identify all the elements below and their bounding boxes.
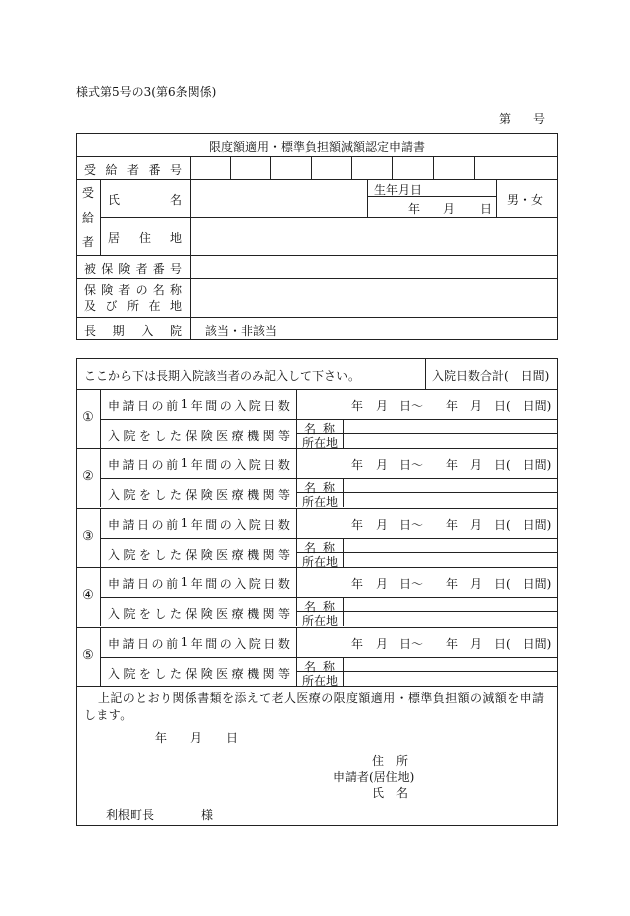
recipient-number-label: 受 給 者 番 号 xyxy=(84,163,182,177)
entry-from-month: 月 xyxy=(376,458,389,472)
entry-facility-name-label: 名 称 xyxy=(304,600,335,614)
entry-to-year: 年 xyxy=(446,399,459,413)
birthdate-label: 生年月日 xyxy=(374,183,423,197)
entry-to-year: 年 xyxy=(446,577,459,591)
application-statement: 上記のとおり関係書類を添えて老人医療の限度額適用・標準負担額の減額を申請します。 xyxy=(84,691,545,722)
entry-to-month: 月 xyxy=(470,577,483,591)
entry-from-month: 月 xyxy=(376,518,389,532)
entry-from-day: 日〜 xyxy=(399,399,424,413)
number-label-2: 号 xyxy=(533,112,546,126)
entry-number: ④ xyxy=(82,588,94,603)
entry-facility-label: 入 院 を し た 保 険 医 療 機 関 等 xyxy=(108,548,290,562)
long-stay-value: 該当・非該当 xyxy=(205,324,278,338)
name-label: 氏 名 xyxy=(108,193,182,207)
entry-facility-location-label: 所在地 xyxy=(302,555,339,569)
address-label: 居 住 地 xyxy=(108,231,182,245)
entry-to-month: 月 xyxy=(470,399,483,413)
applicant-address-label: 住 所 xyxy=(372,754,409,768)
entry-from-year: 年 xyxy=(351,458,364,472)
insurer-label-2: 及 び 所 在 地 xyxy=(84,299,182,313)
entry-facility-name-label: 名 称 xyxy=(304,541,335,555)
entry-facility-location-label: 所在地 xyxy=(302,495,339,509)
insurer-label-1: 保 険 者 の 名 称 xyxy=(84,283,182,297)
entry-facility-label: 入 院 を し た 保 険 医 療 機 関 等 xyxy=(108,429,290,443)
entry-days-label: 申 請 日 の 前 1 年 間 の 入 院 日 数 xyxy=(108,516,290,532)
entry-from-day: 日〜 xyxy=(399,637,424,651)
entry-from-month: 月 xyxy=(376,399,389,413)
entry-facility-label: 入 院 を し た 保 険 医 療 機 関 等 xyxy=(108,667,290,681)
entry-facility-location-label: 所在地 xyxy=(302,614,339,628)
entry-to-day: 日( 日間) xyxy=(494,577,552,591)
entry-from-year: 年 xyxy=(351,577,364,591)
entry-days-label: 申 請 日 の 前 1 年 間 の 入 院 日 数 xyxy=(108,635,290,651)
entry-facility-name-label: 名 称 xyxy=(304,481,335,495)
entry-from-day: 日〜 xyxy=(399,518,424,532)
entry-facility-label: 入 院 を し た 保 険 医 療 機 関 等 xyxy=(108,607,290,621)
entry-facility-name-label: 名 称 xyxy=(304,422,335,436)
date-day-label: 日 xyxy=(226,731,239,745)
entry-to-day: 日( 日間) xyxy=(494,637,552,651)
entry-to-year: 年 xyxy=(446,458,459,472)
entry-days-label: 申 請 日 の 前 1 年 間 の 入 院 日 数 xyxy=(108,456,290,472)
entry-to-month: 月 xyxy=(470,518,483,532)
entry-from-year: 年 xyxy=(351,518,364,532)
form-number: 様式第5号の3(第6条関係) xyxy=(76,85,217,99)
entry-from-year: 年 xyxy=(351,399,364,413)
applicant-label: 申請者(居住地) xyxy=(333,770,415,784)
long-stay-label: 長 期 入 院 xyxy=(84,324,182,338)
total-days-label: 入院日数合計( 日間) xyxy=(432,369,550,383)
entry-to-day: 日( 日間) xyxy=(494,458,552,472)
birth-year-label: 年 xyxy=(408,202,421,216)
entry-to-year: 年 xyxy=(446,518,459,532)
number-label-1: 第 xyxy=(499,112,512,126)
entry-number: ⑤ xyxy=(82,648,94,663)
entry-number: ① xyxy=(82,410,94,425)
entry-days-label: 申 請 日 の 前 1 年 間 の 入 院 日 数 xyxy=(108,575,290,591)
entry-number: ③ xyxy=(82,529,94,544)
birth-day-label: 日 xyxy=(480,202,493,216)
birth-month-label: 月 xyxy=(443,202,456,216)
date-month-label: 月 xyxy=(190,731,203,745)
form-title: 限度額適用・標準負担額減額認定申請書 xyxy=(208,140,425,154)
insured-number-label: 被 保 険 者 番 号 xyxy=(84,262,182,276)
entry-to-day: 日( 日間) xyxy=(494,399,552,413)
entry-to-day: 日( 日間) xyxy=(494,518,552,532)
long-stay-notice: ここから下は長期入院該当者のみ記入して下さい。 xyxy=(84,369,361,383)
addressee: 利根町長 xyxy=(106,808,155,822)
entry-facility-label: 入 院 を し た 保 険 医 療 機 関 等 xyxy=(108,488,290,502)
entry-from-month: 月 xyxy=(376,637,389,651)
applicant-name-label: 氏 名 xyxy=(372,786,409,800)
entry-facility-location-label: 所在地 xyxy=(302,436,339,450)
entry-to-year: 年 xyxy=(446,637,459,651)
entry-number: ② xyxy=(82,469,94,484)
entry-days-label: 申 請 日 の 前 1 年 間 の 入 院 日 数 xyxy=(108,397,290,413)
entry-to-month: 月 xyxy=(470,637,483,651)
honorific: 様 xyxy=(201,808,214,822)
date-year-label: 年 xyxy=(155,731,168,745)
recipient-vertical-label: 受 給 者 xyxy=(81,186,94,249)
gender-options: 男・女 xyxy=(507,193,544,207)
entry-from-day: 日〜 xyxy=(399,577,424,591)
entry-from-month: 月 xyxy=(376,577,389,591)
entry-to-month: 月 xyxy=(470,458,483,472)
entry-facility-name-label: 名 称 xyxy=(304,660,335,674)
entry-from-day: 日〜 xyxy=(399,458,424,472)
entry-from-year: 年 xyxy=(351,637,364,651)
entry-facility-location-label: 所在地 xyxy=(302,674,339,688)
